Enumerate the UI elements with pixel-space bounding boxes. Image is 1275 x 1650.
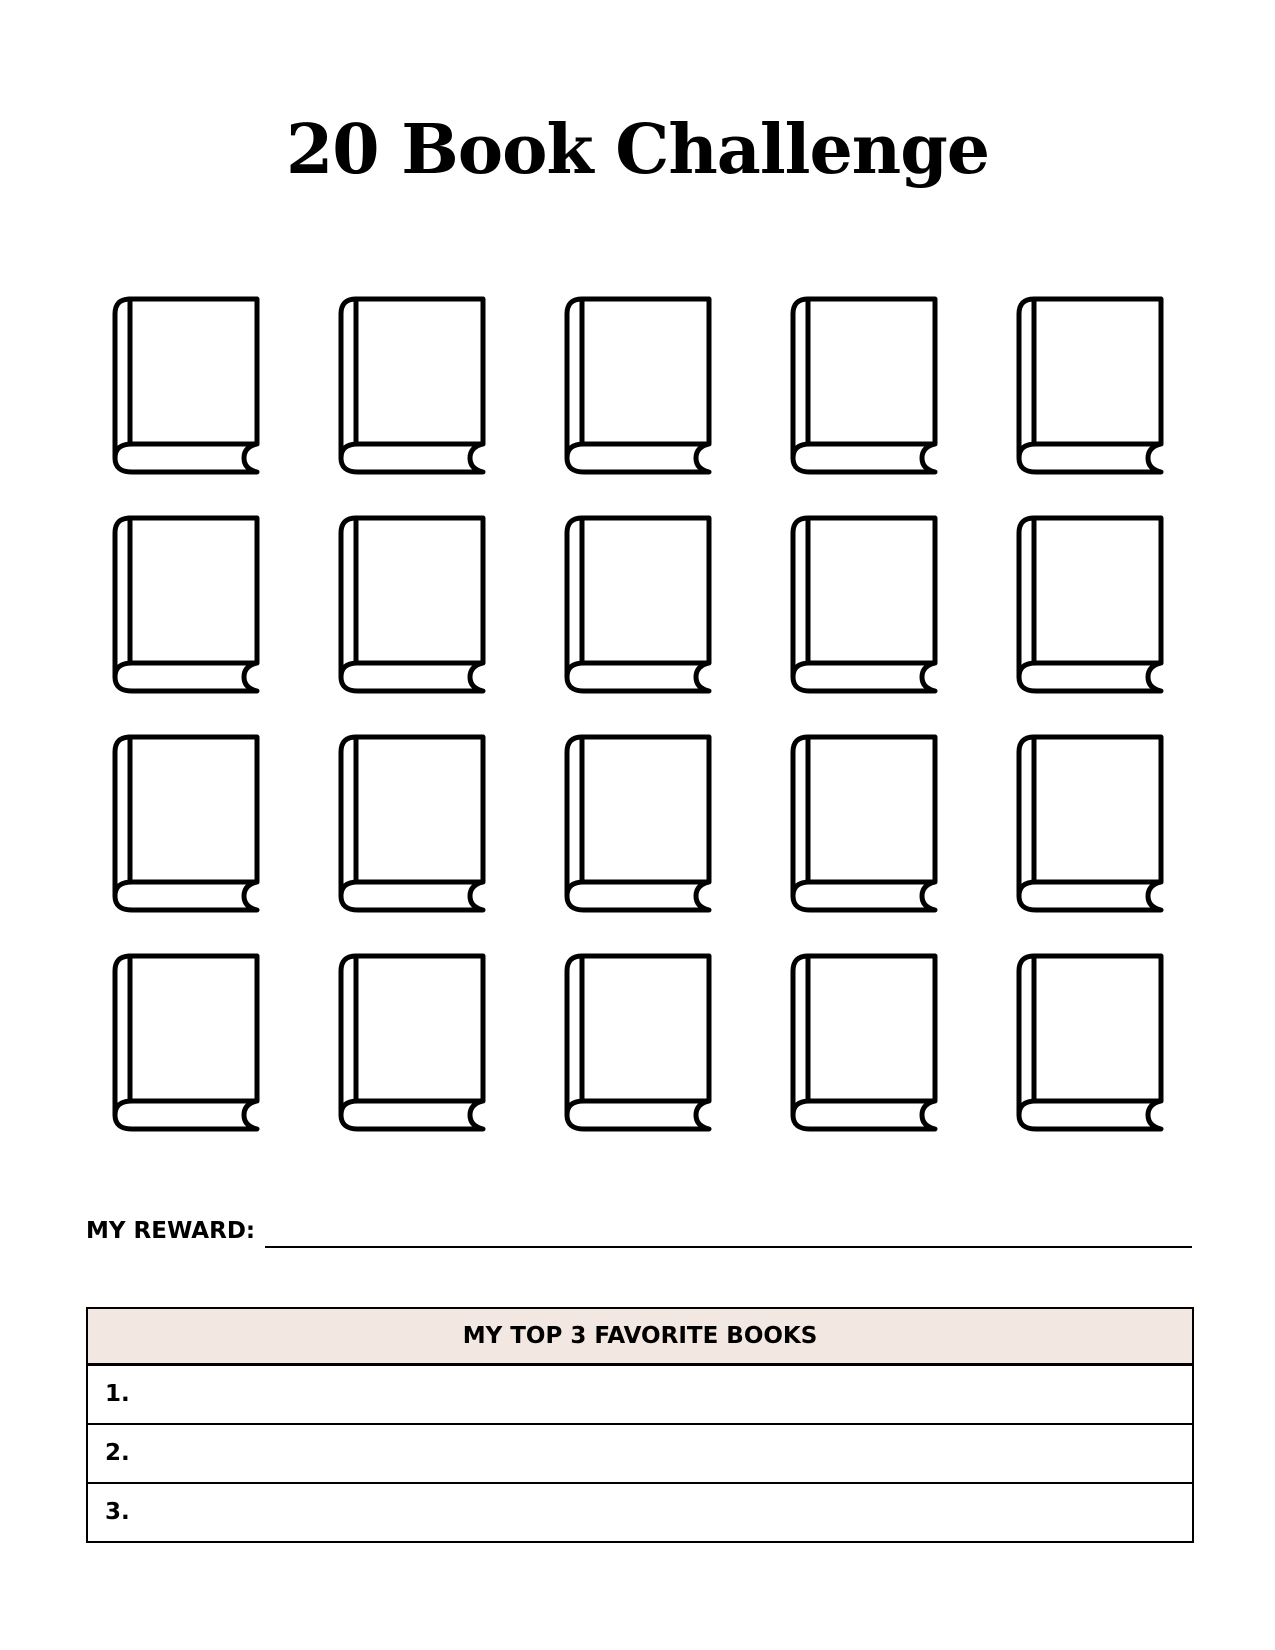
favorite-row-2[interactable]: 2.: [88, 1425, 1192, 1484]
book-outline-icon[interactable]: [338, 953, 488, 1133]
book-outline-icon[interactable]: [338, 734, 488, 914]
book-outline-icon[interactable]: [112, 734, 262, 914]
book-outline-icon[interactable]: [338, 296, 488, 476]
book-outline-icon[interactable]: [112, 296, 262, 476]
book-outline-icon[interactable]: [790, 953, 940, 1133]
favorites-header: MY TOP 3 FAVORITE BOOKS: [88, 1309, 1192, 1366]
book-outline-icon[interactable]: [564, 953, 714, 1133]
book-outline-icon[interactable]: [1016, 515, 1166, 695]
book-outline-icon[interactable]: [564, 515, 714, 695]
book-grid: [112, 296, 1162, 1131]
book-outline-icon[interactable]: [1016, 953, 1166, 1133]
page-title: 20 Book Challenge: [285, 110, 990, 190]
favorite-row-3[interactable]: 3.: [105, 1499, 130, 1525]
book-outline-icon[interactable]: [338, 515, 488, 695]
reward-write-line[interactable]: [265, 1246, 1192, 1248]
book-outline-icon[interactable]: [1016, 296, 1166, 476]
book-outline-icon[interactable]: [112, 515, 262, 695]
book-outline-icon[interactable]: [564, 296, 714, 476]
book-outline-icon[interactable]: [790, 734, 940, 914]
book-outline-icon[interactable]: [790, 296, 940, 476]
favorites-table: [86, 1307, 1194, 1543]
favorite-row-1[interactable]: 1.: [88, 1366, 1192, 1425]
book-outline-icon[interactable]: [1016, 734, 1166, 914]
book-outline-icon[interactable]: [564, 734, 714, 914]
book-outline-icon[interactable]: [112, 953, 262, 1133]
reward-section: [86, 1210, 1192, 1254]
book-outline-icon[interactable]: [790, 515, 940, 695]
reward-label: MY REWARD:: [86, 1218, 256, 1244]
